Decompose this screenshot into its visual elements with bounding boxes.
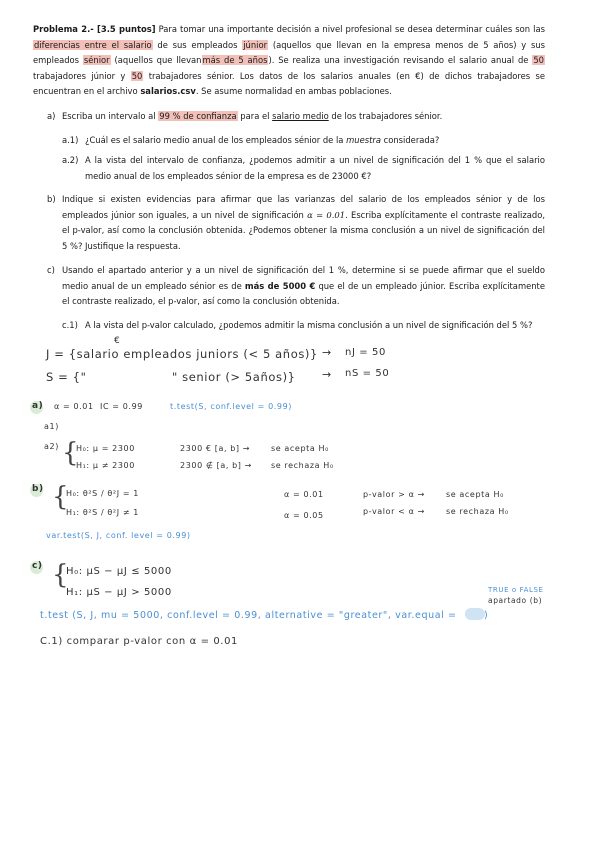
- note-ic: IC = 0.99: [100, 402, 143, 411]
- brace-icon: {: [52, 482, 69, 512]
- arrow-icon: →: [322, 368, 332, 381]
- question-a-label: a): [47, 111, 56, 121]
- question-a1: ¿Cuál es el salario medio anual de los empleados sénior de la muestra considerada?: [85, 135, 440, 145]
- note-c1: C.1) comparar p-valor con α = 0.01: [40, 636, 239, 647]
- note-ttest-a: t.test(S, conf.level = 0.99): [170, 402, 293, 411]
- note-h0-c: H₀: μS − μJ ≤ 5000: [66, 566, 172, 577]
- highlight-junior: júnior: [243, 39, 268, 50]
- blank-highlight: [465, 608, 485, 620]
- arrow-icon: →: [322, 346, 332, 359]
- problem-statement: Problema 2.- [3.5 puntos] Para tomar una importante decisión a nivel profesional se desea determinar cuáles son las diferencias entre el salario de sus empleados júnior (aquellos que llevan en la empresa menos de 5 años) y sus empleados sénior (aquellos que llevanmás de 5 años). Se realiza una investigación revisando el salario anual de 50 trabajadores júnior y 50 trabajadores sénior. Los datos de los salarios anuales (en €) de dichos trabajadores se encuentran en el archivo salarios.csv. Se asume normalidad en ambas poblaciones.: [33, 24, 545, 97]
- note-a1-tag: a1): [44, 422, 59, 431]
- question-a2-label: a.2): [62, 155, 79, 165]
- question-a2: A la vista del intervalo de confianza, ¿podemos admitir a un nivel de significación del 1 % que el salario medio anual de los empleados sénior de la empresa es de 23000 €?: [85, 155, 545, 181]
- note-alpha: α = 0.01: [54, 402, 94, 411]
- question-c-label: c): [47, 265, 55, 275]
- note-nj: nJ = 50: [345, 347, 386, 358]
- question-c1-label: c.1): [62, 320, 78, 330]
- note-s-definition-2: " senior (> 5años)}: [172, 370, 296, 384]
- highlight-50-junior: 50: [533, 55, 544, 66]
- note-h1-a: H₁: μ ≠ 2300: [76, 461, 135, 470]
- note-alpha-005: α = 0.05: [284, 511, 324, 520]
- note-a2-tag: a2): [44, 442, 59, 451]
- underline-salario-medio: salario medio: [272, 111, 329, 121]
- question-c: Usando el apartado anterior y a un nivel de significación del 1 %, determine si se puede afirmar que el sueldo medio anual de un empleado sénior es de más de 5000 € que el de un empleado júnior. Escriba explícitamente el contraste realizado, el p-valor, así como la conclusión obtenida.: [62, 265, 545, 307]
- highlight-99-confianza: 99 % de confianza: [159, 111, 237, 121]
- note-h1-b: H₁: θ²S / θ²J ≠ 1: [66, 508, 139, 517]
- note-reject-a: se rechaza H₀: [271, 461, 334, 470]
- highlight-50-senior: 50: [131, 70, 143, 81]
- highlight-mas-5-anos: más de 5 años: [202, 55, 268, 66]
- note-pvalue-lt: p-valor < α →: [363, 507, 425, 516]
- question-c1: A la vista del p-valor calculado, ¿podemos admitir la misma conclusión a un nivel de significación del 5 %?: [85, 320, 533, 330]
- question-a: Escriba un intervalo al 99 % de confianza para el salario medio de los trabajadores sénior.: [62, 111, 443, 121]
- note-notin-interval: 2300 ∉ [a, b] →: [180, 461, 252, 470]
- note-ttest-c-end: ): [484, 610, 489, 621]
- note-pvalue-gt: p-valor > α →: [363, 490, 425, 499]
- note-h0-a: H₀: μ = 2300: [76, 444, 135, 453]
- note-alpha-001: α = 0.01: [284, 490, 324, 499]
- note-vartest: var.test(S, J, conf. level = 0.99): [46, 531, 191, 540]
- note-h0-b: H₀: θ²S / θ²J = 1: [66, 489, 139, 498]
- note-j-definition: J = {salario empleados juniors (< 5 años)}: [46, 347, 318, 361]
- note-accept-b: se acepta H₀: [446, 490, 504, 499]
- note-reject-b: se rechaza H₀: [446, 507, 509, 516]
- note-apartado-b: apartado (b): [488, 596, 543, 605]
- note-s-definition: S = {": [46, 370, 87, 384]
- highlight-senior: sénior: [83, 55, 110, 66]
- note-a-tag: a): [32, 401, 44, 411]
- brace-icon: {: [62, 438, 79, 468]
- question-b-label: b): [47, 194, 56, 204]
- note-ns: nS = 50: [345, 368, 390, 379]
- note-true-false: TRUE o FALSE: [488, 586, 544, 594]
- note-accept-a: se acepta H₀: [271, 444, 329, 453]
- note-b-tag: b): [32, 484, 44, 494]
- brace-icon: {: [52, 560, 69, 590]
- file-name: salarios.csv: [140, 86, 196, 97]
- note-h1-c: H₁: μS − μJ > 5000: [66, 587, 172, 598]
- note-ttest-c: t.test (S, J, mu = 5000, conf.level = 0.99, alternative = "greater", var.equal =: [40, 610, 457, 621]
- note-c-tag: c): [32, 561, 43, 571]
- note-in-interval: 2300 € [a, b] →: [180, 444, 251, 453]
- question-a1-label: a.1): [62, 135, 79, 145]
- question-b: Indique si existen evidencias para afirmar que las varianzas del salario de los empleados sénior y de los empleados júnior son iguales, a un nivel de significación α = 0.01. Escriba explícitamente el contraste realizado, el p-valor, así como la conclusión obtenida. ¿Podemos obtener la misma conclusión a un nivel de significación del 5 %? Justifique la respuesta.: [62, 194, 545, 251]
- problem-title: Problema 2.- [3.5 puntos]: [33, 24, 156, 34]
- euro-mark: €: [114, 336, 121, 346]
- highlight-diferencias: diferencias entre el salario: [34, 39, 152, 50]
